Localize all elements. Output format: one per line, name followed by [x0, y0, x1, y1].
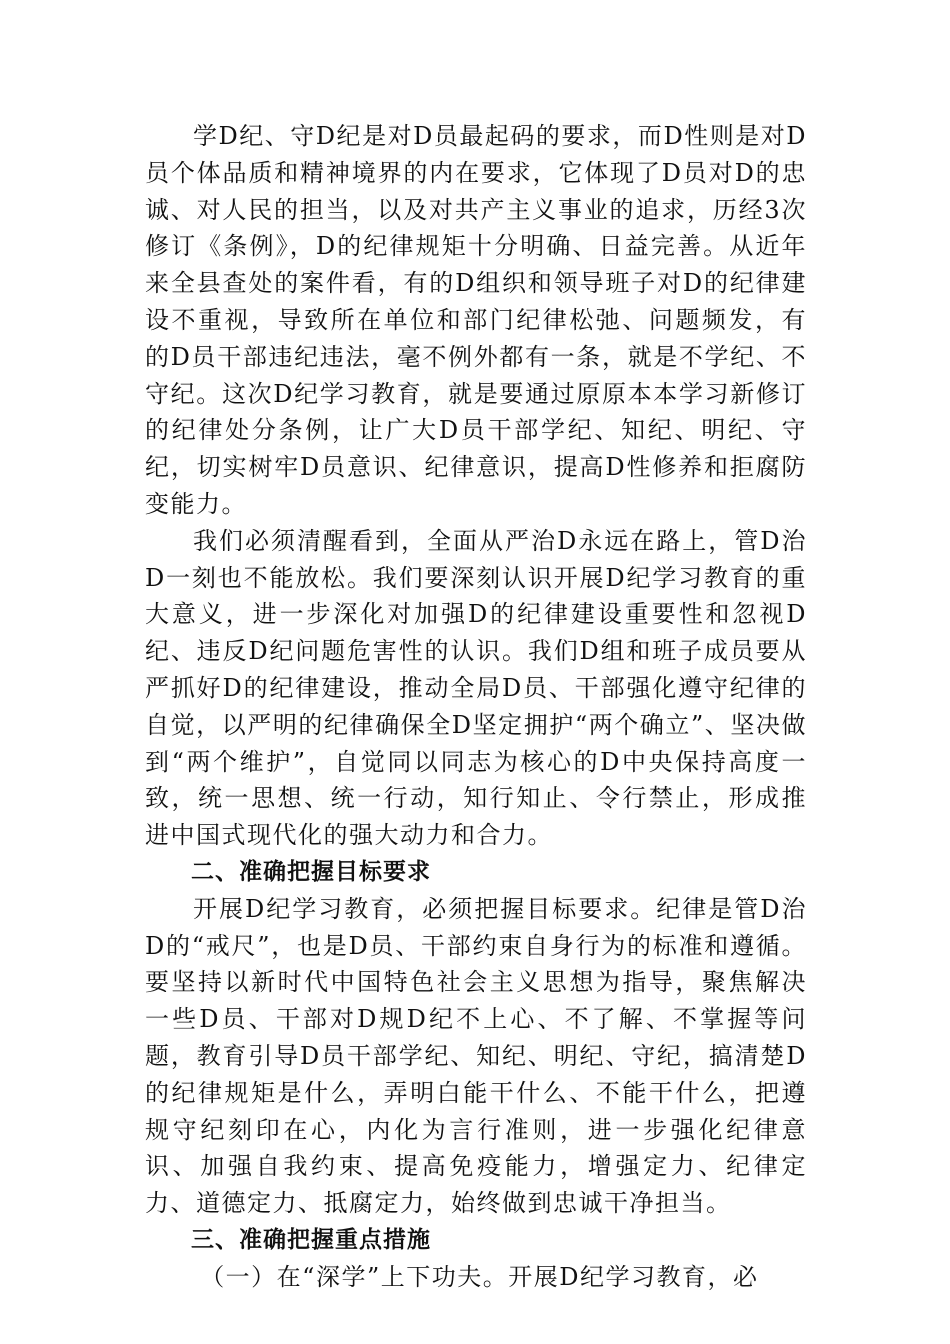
- subsection-paragraph: （一）在“深学”上下功夫。开展D纪学习教育，必: [200, 1262, 759, 1291]
- body-paragraph: 开展D纪学习教育，必须把握目标要求。纪律是管D治D的“戒尺”，也是D员、干部约束自身行为的标准和遵循。要坚持以新时代中国特色社会主义思想为指导，聚焦解决一些D员、干部对D规D纪不上心、不了解、不掌握等问题，教育引导D员干部学纪、知纪、明纪、守纪，搞清楚D的纪律规矩是什么，弄明白能干什么、不能干什么，把遵规守纪刻印在心，内化为言行准则，进一步强化纪律意识、加强自我约束、提高免疫能力，增强定力、纪律定力、道德定力、抵腐定力，始终做到忠诚干净担当。: [145, 894, 807, 1218]
- document-body: [145, 118, 807, 1296]
- body-paragraph: 学D纪、守D纪是对D员最起码的要求，而D性则是对D员个体品质和精神境界的内在要求，它体现了D员对D的忠诚、对人民的担当，以及对共产主义事业的追求，历经3次修订《条例》，D的纪律规矩十分明确、日益完善。从近年来全县查处的案件看，有的D组织和领导班子对D的纪律建设不重视，导致所在单位和部门纪律松弛、问题频发，有的D员干部违纪违法，毫不例外都有一条，就是不学纪、不守纪。这次D纪学习教育，就是要通过原原本本学习新修订的纪律处分条例，让广大D员干部学纪、知纪、明纪、守纪，切实树牢D员意识、纪律意识，提高D性修养和拒腐防变能力。: [145, 122, 807, 518]
- section-heading: 二、准确把握目标要求: [191, 858, 431, 885]
- section-heading: 三、准确把握重点措施: [191, 1226, 431, 1253]
- body-paragraph: 我们必须清醒看到，全面从严治D永远在路上，管D治D一刻也不能放松。我们要深刻认识开展D纪学习教育的重大意义，进一步深化对加强D的纪律建设重要性和忽视D纪、违反D纪问题危害性的认识。我们D组和班子成员要从严抓好D的纪律建设，推动全局D员、干部强化遵守纪律的自觉，以严明的纪律确保全D坚定拥护“两个确立”、坚决做到“两个维护”，自觉同以同志为核心的D中央保持高度一致，统一思想、统一行动，知行知止、令行禁止，形成推进中国式现代化的强大动力和合力。: [145, 526, 807, 850]
